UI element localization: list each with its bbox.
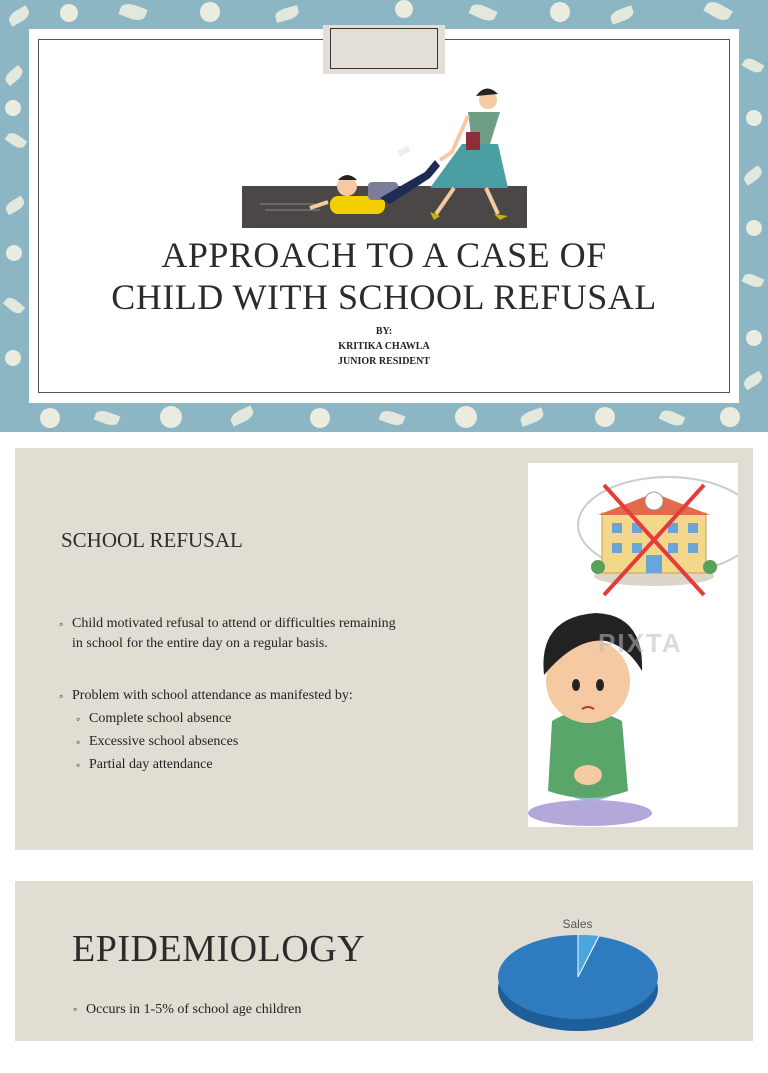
- bullet-text: ◦ Problem with school attendance as manifested by:: [59, 686, 353, 706]
- bullet-text: ◦ Occurs in 1-5% of school age children: [73, 1002, 301, 1018]
- sales-pie-chart: [495, 911, 675, 1051]
- presentation-title: [40, 234, 728, 318]
- epidemiology-slide: [15, 881, 753, 1041]
- by-label: BY:: [375, 326, 393, 337]
- author-role: JUNIOR RESIDENT: [338, 356, 430, 367]
- pie-svg: [495, 933, 675, 1073]
- subbullet-item: ◦ Complete school absence: [76, 709, 353, 729]
- child-dragged-illustration: [240, 82, 530, 232]
- title-line-2: CHILD WITH SCHOOL REFUSAL: [111, 277, 657, 317]
- sad-child-illustration: [528, 463, 738, 827]
- chart-title: Sales: [562, 917, 593, 931]
- bullet-attendance: [59, 686, 353, 775]
- title-tab-frame: [330, 28, 438, 69]
- slide-heading: SCHOOL REFUSAL: [61, 528, 243, 552]
- watermark: PIXTA: [598, 628, 683, 658]
- author-name: KRITIKA CHAWLA: [338, 341, 430, 352]
- bullet-text-line-2: in school for the entire day on a regular basis.: [72, 636, 328, 651]
- title-slide: [0, 0, 768, 432]
- bullet-text-line-1: Child motivated refusal to attend or difficulties remaining: [72, 616, 396, 631]
- school-refusal-slide: [15, 448, 753, 850]
- subbullet-item: ◦ Excessive school absences: [76, 732, 353, 752]
- title-line-1: APPROACH TO A CASE OF: [161, 235, 607, 275]
- slide-heading: EPIDEMIOLOGY: [72, 928, 366, 970]
- bullet-definition: [59, 614, 396, 654]
- subbullet-item: ◦ Partial day attendance: [76, 755, 353, 775]
- author-block: [40, 324, 728, 369]
